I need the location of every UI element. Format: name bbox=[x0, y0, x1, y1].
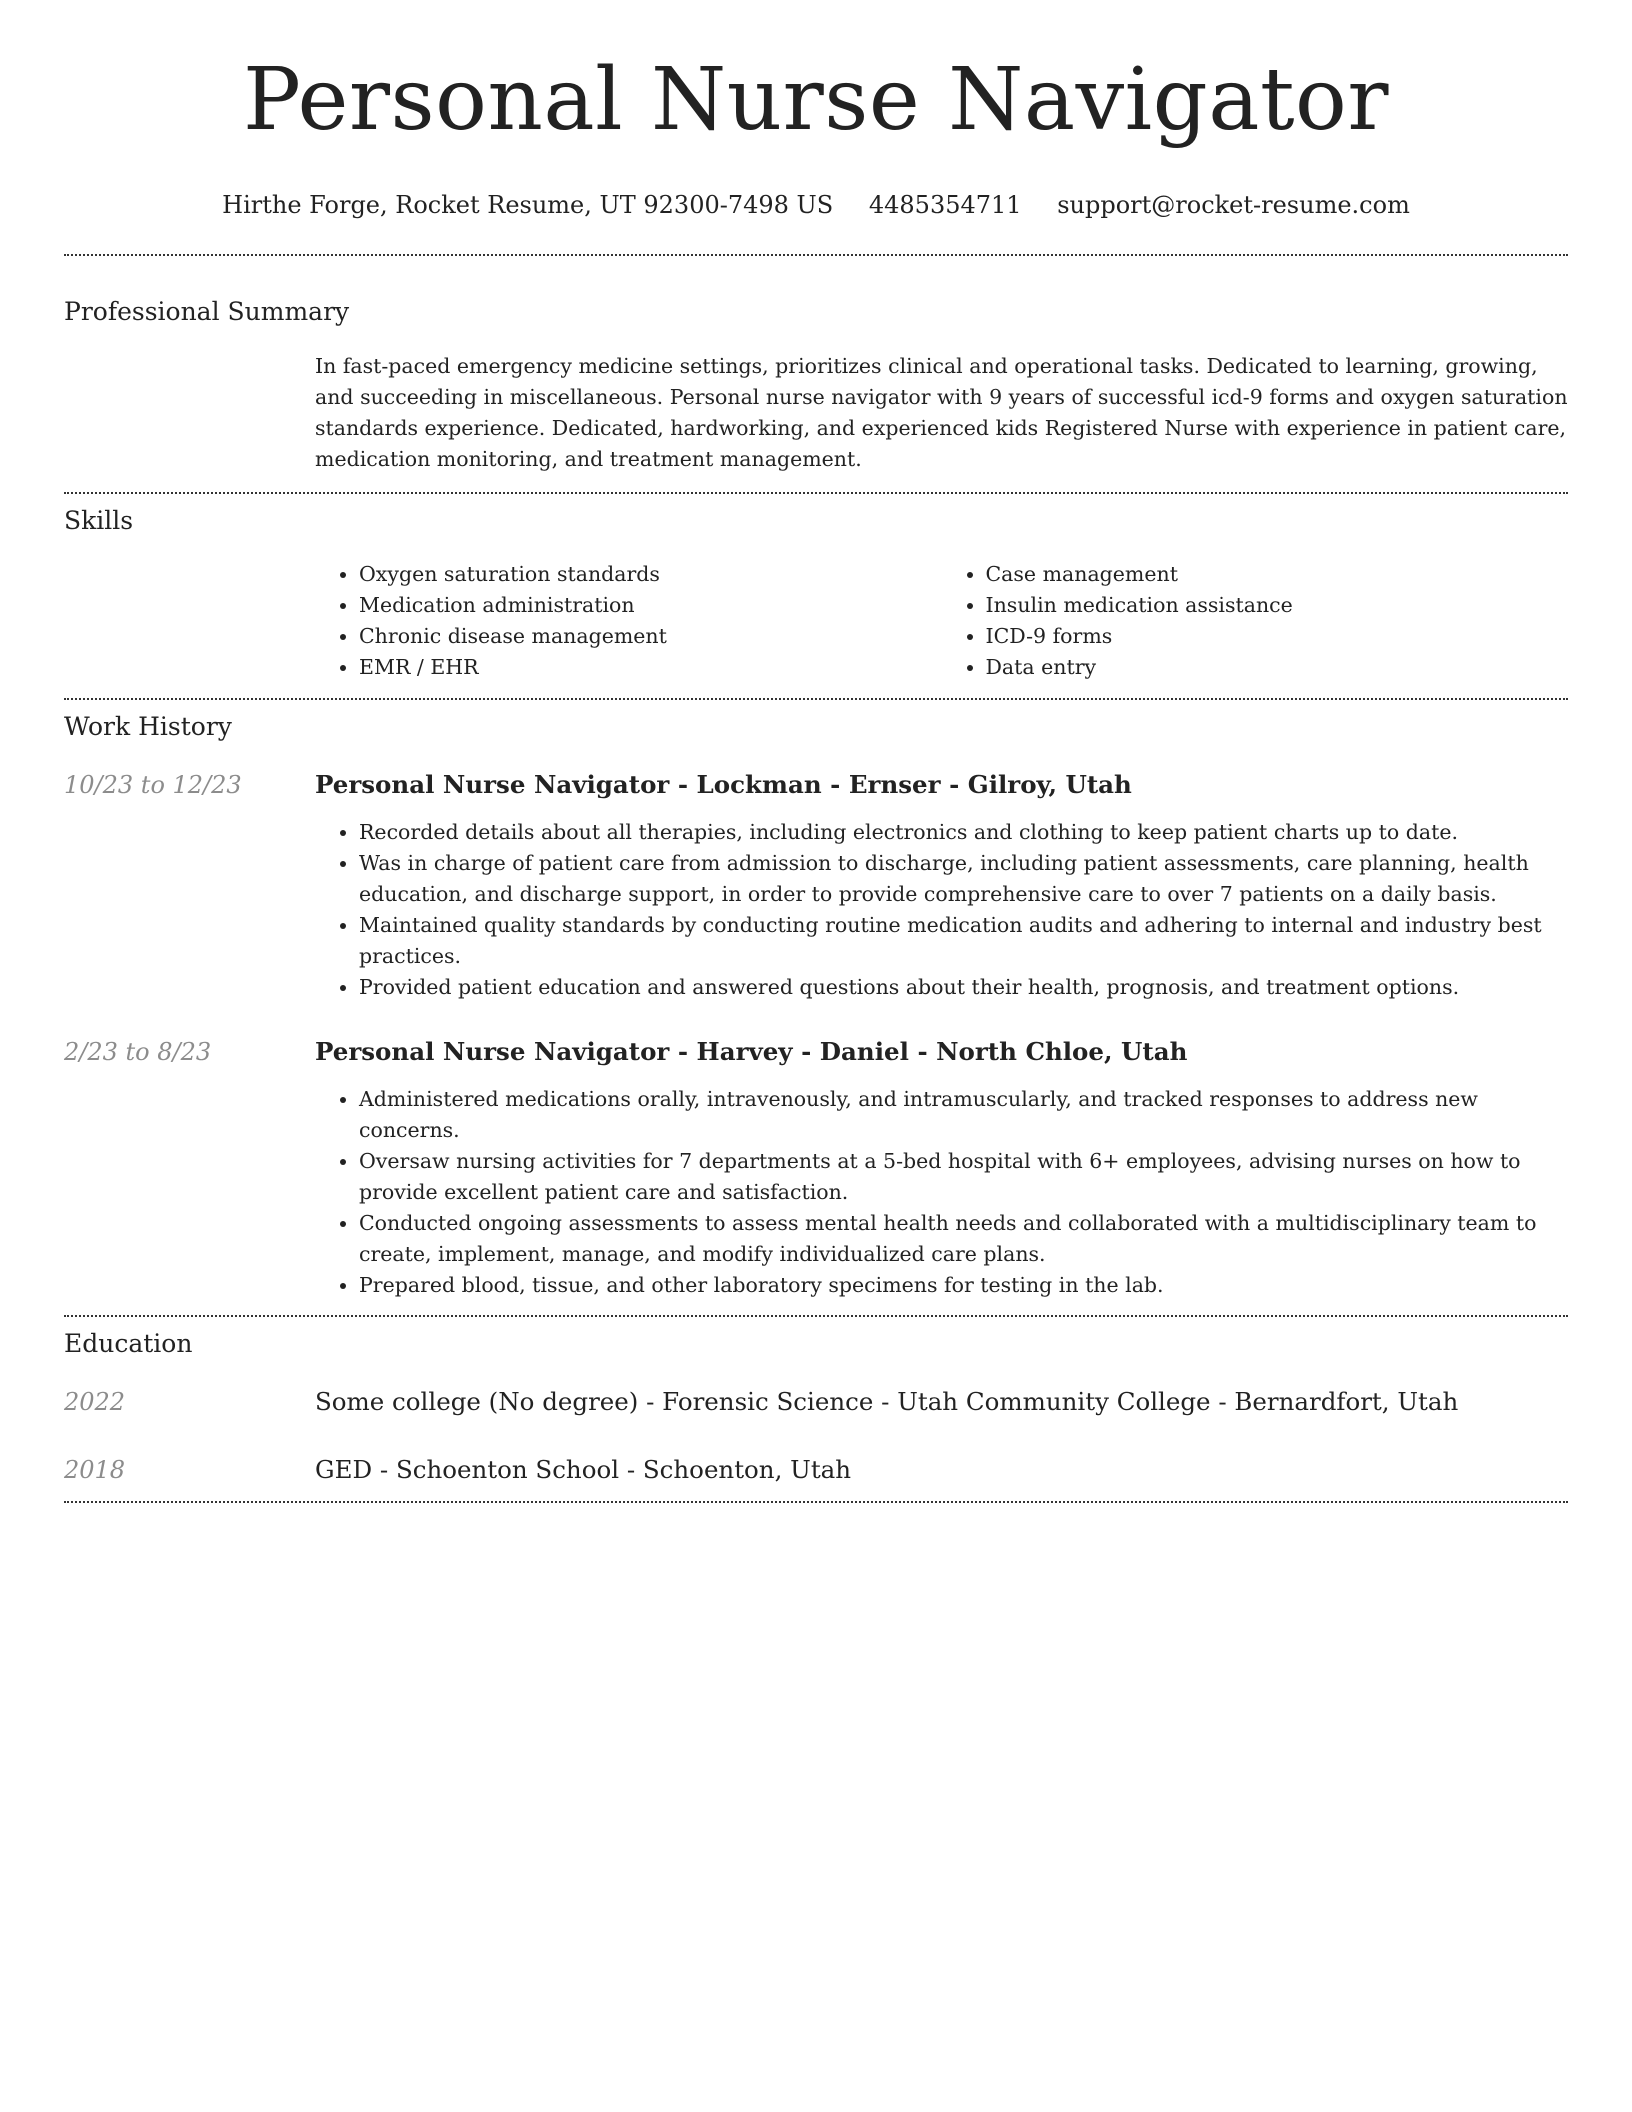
job-bullet: • Prepared blood, tissue, and other laboratory specimens for testing in the lab. bbox=[359, 1270, 1568, 1301]
job-entry bbox=[64, 1037, 1568, 1301]
job-title: Personal Nurse Navigator - Harvey - Daniel - North Chloe, Utah bbox=[315, 1037, 1188, 1066]
education-detail: GED - Schoenton School - Schoenton, Utah bbox=[315, 1455, 852, 1484]
job-entry bbox=[64, 770, 1568, 1003]
skills-heading: Skills bbox=[64, 506, 134, 535]
job-bullet: • Oversaw nursing activities for 7 departments at a 5-bed hospital with 6+ employees, advising nurses on how to provide excellent patient care and satisfaction. bbox=[359, 1146, 1568, 1208]
job-bullet: • Was in charge of patient care from admission to discharge, including patient assessments, care planning, health education, and discharge support, in order to provide comprehensive care to over 7 patients on a daily basis. bbox=[359, 848, 1568, 910]
education-year: 2022 bbox=[64, 1388, 126, 1416]
skill-item: • Insulin medication assistance bbox=[986, 590, 1569, 621]
skill-item: • Oxygen saturation standards bbox=[359, 559, 942, 590]
skills-list-left bbox=[315, 559, 942, 683]
job-bullet: • Recorded details about all therapies, including electronics and clothing to keep patient charts up to date. bbox=[359, 817, 1568, 848]
job-title: Personal Nurse Navigator - Lockman - Ernser - Gilroy, Utah bbox=[315, 770, 1132, 799]
summary-section bbox=[64, 256, 1568, 492]
job-bullet: • Provided patient education and answered questions about their health, prognosis, and treatment options. bbox=[359, 972, 1568, 1003]
skills-list-right bbox=[942, 559, 1569, 683]
education-entry bbox=[64, 1387, 1568, 1417]
education-detail: Some college (No degree) - Forensic Science - Utah Community College - Bernardfort, Utah bbox=[315, 1387, 1459, 1416]
contact-address: Hirthe Forge, Rocket Resume, UT 92300-7498 US bbox=[222, 191, 834, 219]
education-heading: Education bbox=[64, 1329, 193, 1358]
job-bullet: • Conducted ongoing assessments to assess mental health needs and collaborated with a multidisciplinary team to create, implement, manage, and modify individualized care plans. bbox=[359, 1208, 1568, 1270]
education-section bbox=[64, 1317, 1568, 1501]
job-bullet: • Maintained quality standards by conducting routine medication audits and adhering to internal and industry best practices. bbox=[359, 910, 1568, 972]
job-bullet: • Administered medications orally, intravenously, and intramuscularly, and tracked responses to address new concerns. bbox=[359, 1084, 1568, 1146]
work-heading: Work History bbox=[64, 712, 232, 741]
section-divider bbox=[64, 1501, 1568, 1503]
job-dates: 2/23 to 8/23 bbox=[64, 1038, 212, 1066]
skill-item: • EMR / EHR bbox=[359, 652, 942, 683]
work-section bbox=[64, 700, 1568, 1315]
skills-section bbox=[64, 494, 1568, 698]
skill-item: • Chronic disease management bbox=[359, 621, 942, 652]
summary-heading: Professional Summary bbox=[64, 297, 350, 326]
summary-text: In fast-paced emergency medicine settings, prioritizes clinical and operational tasks. Dedicated to learning, growing, and succeeding in miscellaneous. Personal nurse navigator with 9 years of successful icd-9 forms and oxygen saturation standards experience. Dedicated, hardworking, and experienced kids Registered Nurse with experience in patient care, medication monitoring, and treatment management. bbox=[315, 354, 1568, 471]
contact-email: support@rocket-resume.com bbox=[1057, 191, 1410, 219]
job-dates: 10/23 to 12/23 bbox=[64, 771, 242, 799]
skill-item: • Case management bbox=[986, 559, 1569, 590]
education-year: 2018 bbox=[64, 1456, 126, 1484]
skill-item: • ICD-9 forms bbox=[986, 621, 1569, 652]
contact-line bbox=[64, 190, 1568, 220]
skill-item: • Data entry bbox=[986, 652, 1569, 683]
skill-item: • Medication administration bbox=[359, 590, 942, 621]
resume-name: Personal Nurse Navigator bbox=[243, 50, 1389, 150]
job-bullets bbox=[315, 1084, 1568, 1301]
education-entry bbox=[64, 1455, 1568, 1485]
job-bullets bbox=[315, 817, 1568, 1003]
contact-phone: 4485354711 bbox=[868, 191, 1022, 219]
